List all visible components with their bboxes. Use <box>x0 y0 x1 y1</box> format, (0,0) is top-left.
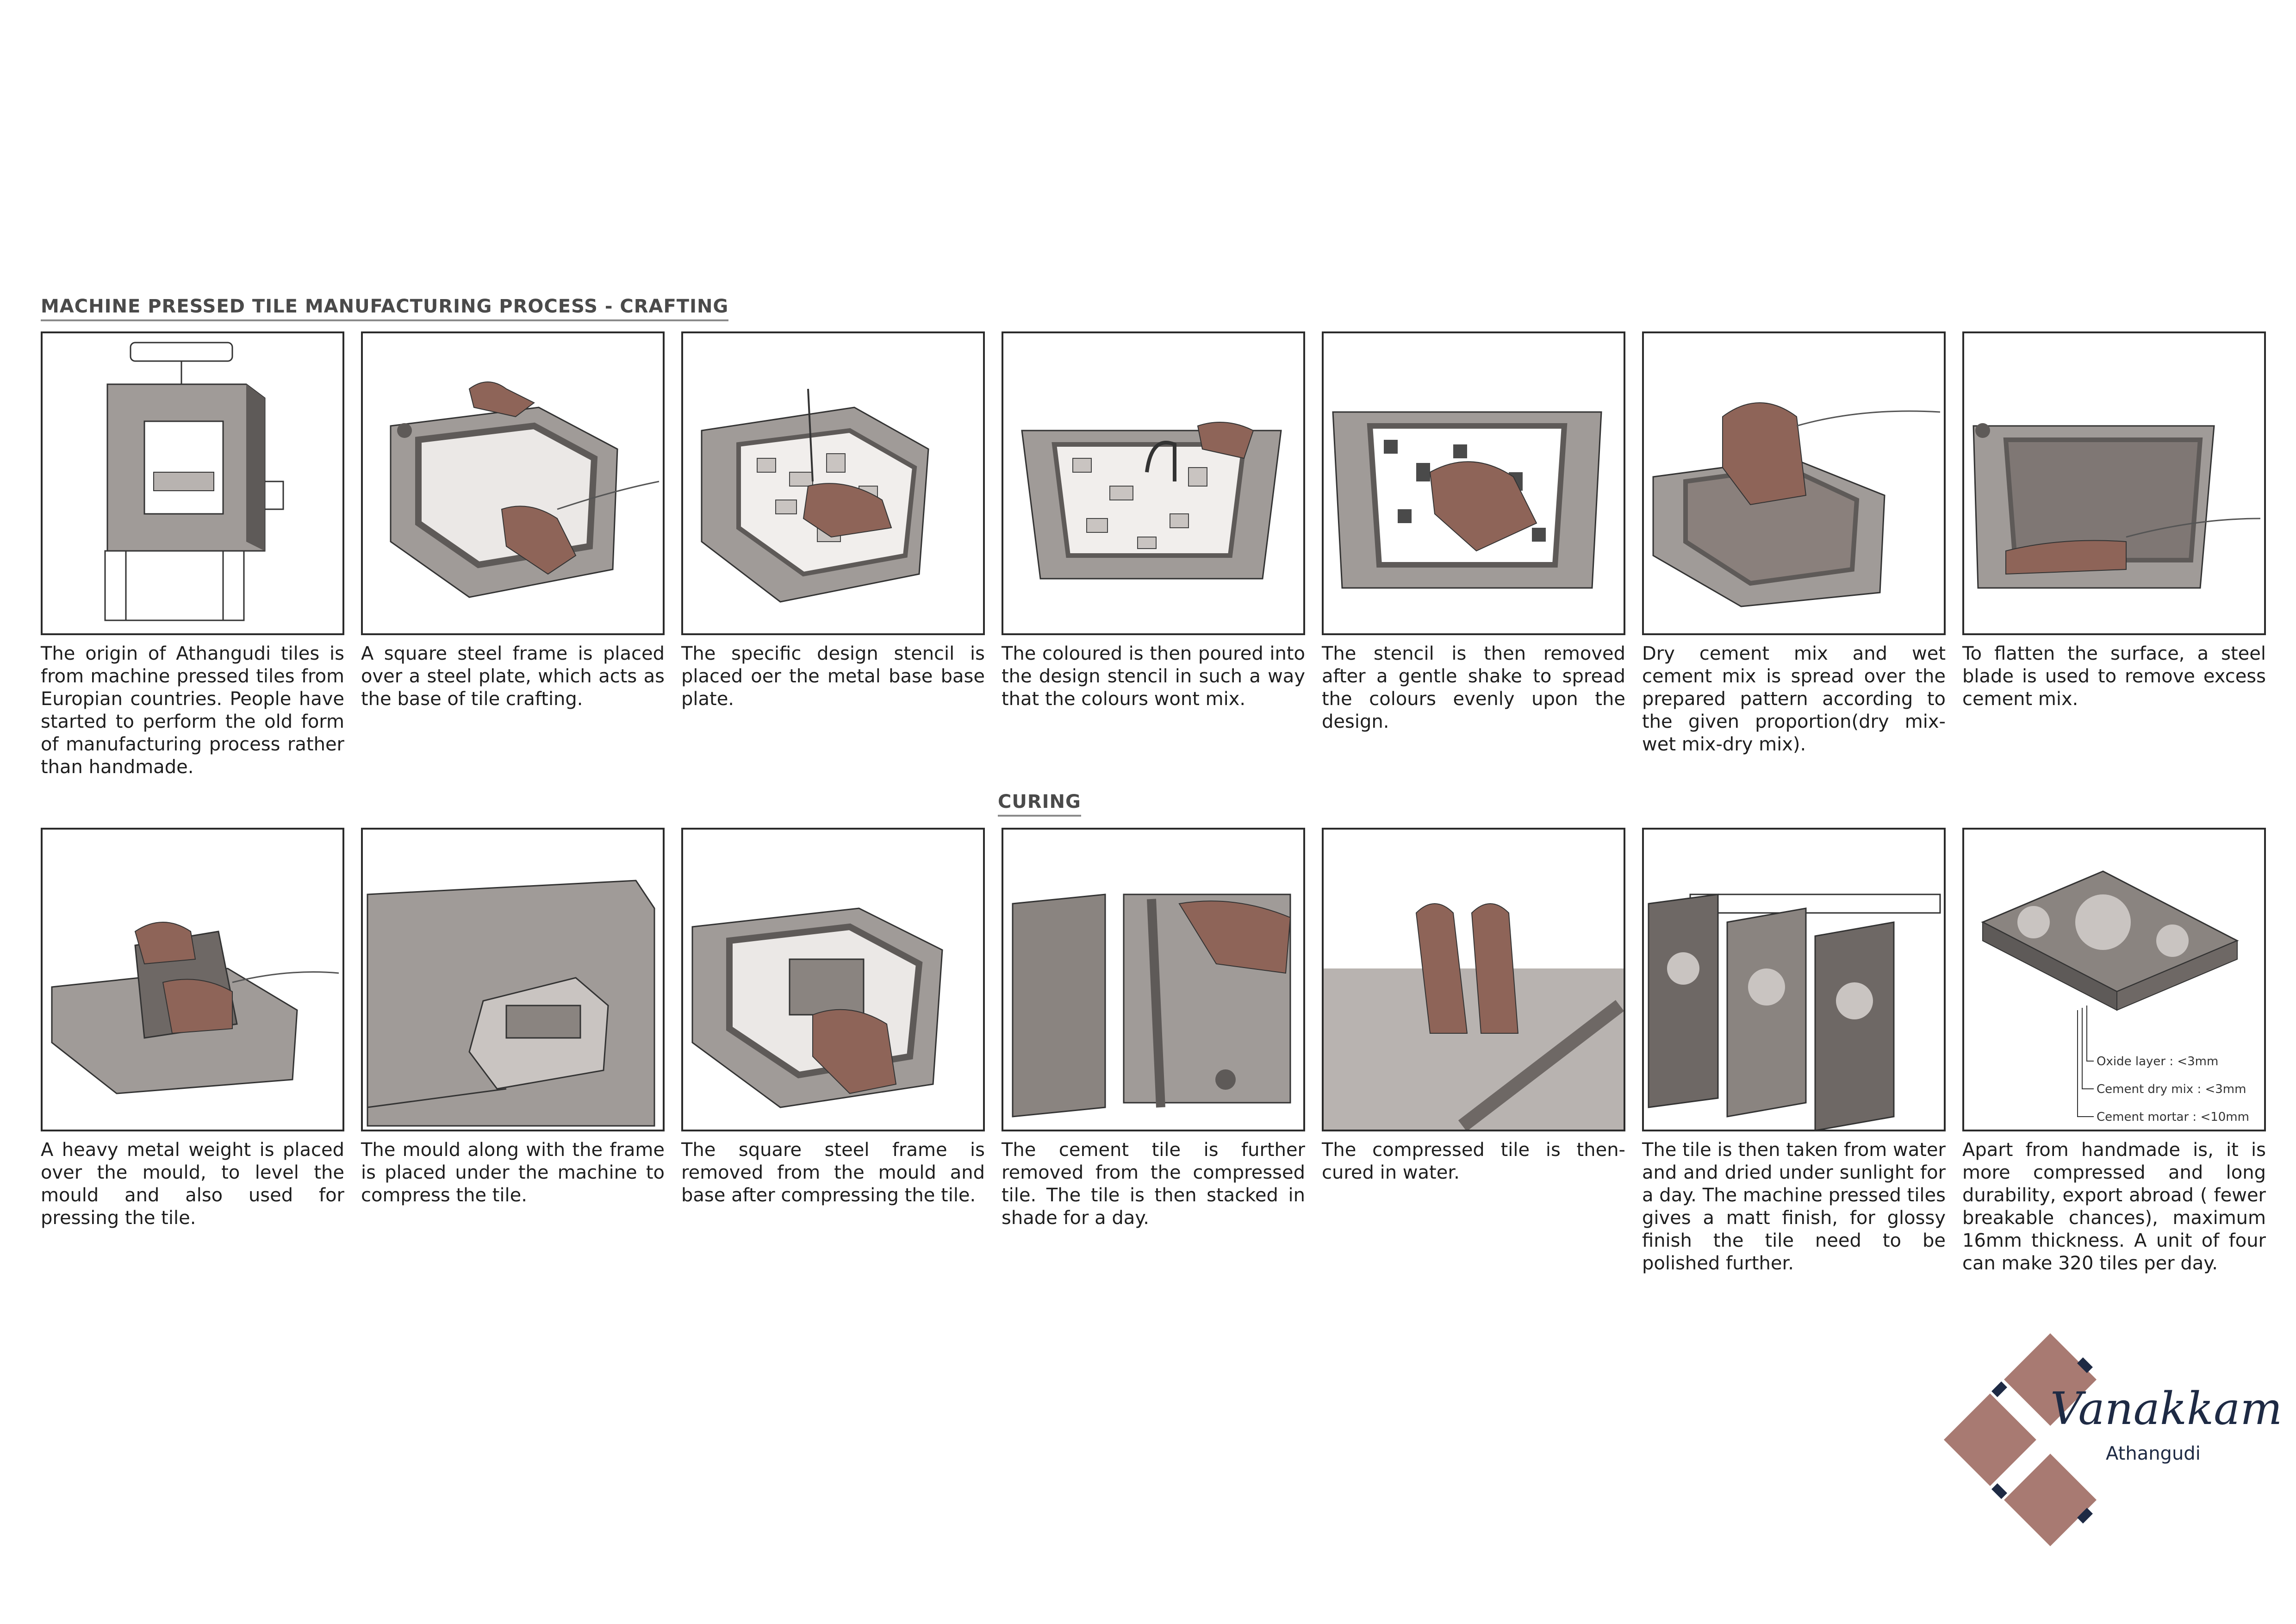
vanakkam-logo <box>1944 1333 2283 1546</box>
illustration-metal-weight <box>41 828 344 1131</box>
logo-mark-icon <box>1944 1333 2231 1546</box>
caption-crafting-2: A square steel frame is placed over a steel plate, which acts as the base of tile crafting. <box>361 643 665 710</box>
caption-curing-1: A heavy metal weight is placed over the mould, to level the mould and also used for pressing the tile. <box>41 1139 344 1229</box>
callout-mortar: Cement mortar : <10mm <box>2097 1110 2249 1124</box>
illustration-dry-tiles <box>1642 828 1946 1131</box>
caption-curing-3: The square steel frame is removed from the mould and base after compressing the tile. <box>681 1139 985 1206</box>
caption-curing-5: The compressed tile is then- cured in water. <box>1322 1139 1625 1183</box>
caption-crafting-4: The coloured is then poured into the design stencil in such a way that the colours wont mix. <box>1002 643 1305 710</box>
logo-script-text: Vanakkam <box>2050 1383 2283 1435</box>
caption-curing-2: The mould along with the frame is placed under the machine to compress the tile. <box>361 1139 665 1206</box>
caption-crafting-7: To flatten the surface, a steel blade is used to remove excess cement mix. <box>1962 643 2266 710</box>
caption-crafting-6: Dry cement mix and wet cement mix is spread over the prepared pattern according to the given proportion(dry mix-wet mix-dry mix). <box>1642 643 1946 755</box>
caption-curing-4: The cement tile is further removed from the compressed tile. The tile is then stacked in shade for a day. <box>1002 1139 1305 1229</box>
illustration-pour-colour <box>1002 331 1305 635</box>
caption-curing-6: The tile is then taken from water and and dried under sunlight for a day. The machine pressed tiles gives a matt finish, for glossy finish the tile need to be polished further. <box>1642 1139 1946 1274</box>
illustration-press-machine <box>41 331 344 635</box>
illustration-cure-water <box>1322 828 1625 1131</box>
callout-oxide: Oxide layer : <3mm <box>2097 1055 2219 1068</box>
caption-crafting-3: The specific design stencil is placed oer the metal base base plate. <box>681 643 985 710</box>
caption-crafting-5: The stencil is then removed after a gentle shake to spread the colours evenly upon the design. <box>1322 643 1625 732</box>
illustration-steel-blade <box>1962 331 2266 635</box>
illustration-design-stencil <box>681 331 985 635</box>
illustration-compress-machine <box>361 828 665 1131</box>
curing-heading: CURING <box>998 792 1081 817</box>
illustration-tile-layers <box>1962 828 2266 1131</box>
logo-subtitle: Athangudi <box>2106 1443 2201 1464</box>
illustration-cement-mix <box>1642 331 1946 635</box>
crafting-heading: MACHINE PRESSED TILE MANUFACTURING PROCESS - CRAFTING <box>41 296 728 321</box>
caption-curing-7: Apart from handmade is, it is more compressed and long durability, export abroad ( fewer breakable chances), maximum 16mm thickness. A unit of four can make 320 tiles per day. <box>1962 1139 2266 1274</box>
illustration-tile-removed <box>1002 828 1305 1131</box>
callout-dry-mix: Cement dry mix : <3mm <box>2097 1082 2246 1096</box>
caption-crafting-1: The origin of Athangudi tiles is from machine pressed tiles from Europian countries. People have started to perform the old form of manufacturing process rather than handmade. <box>41 643 344 778</box>
illustration-steel-frame <box>361 331 665 635</box>
illustration-remove-frame <box>681 828 985 1131</box>
illustration-remove-stencil <box>1322 331 1625 635</box>
